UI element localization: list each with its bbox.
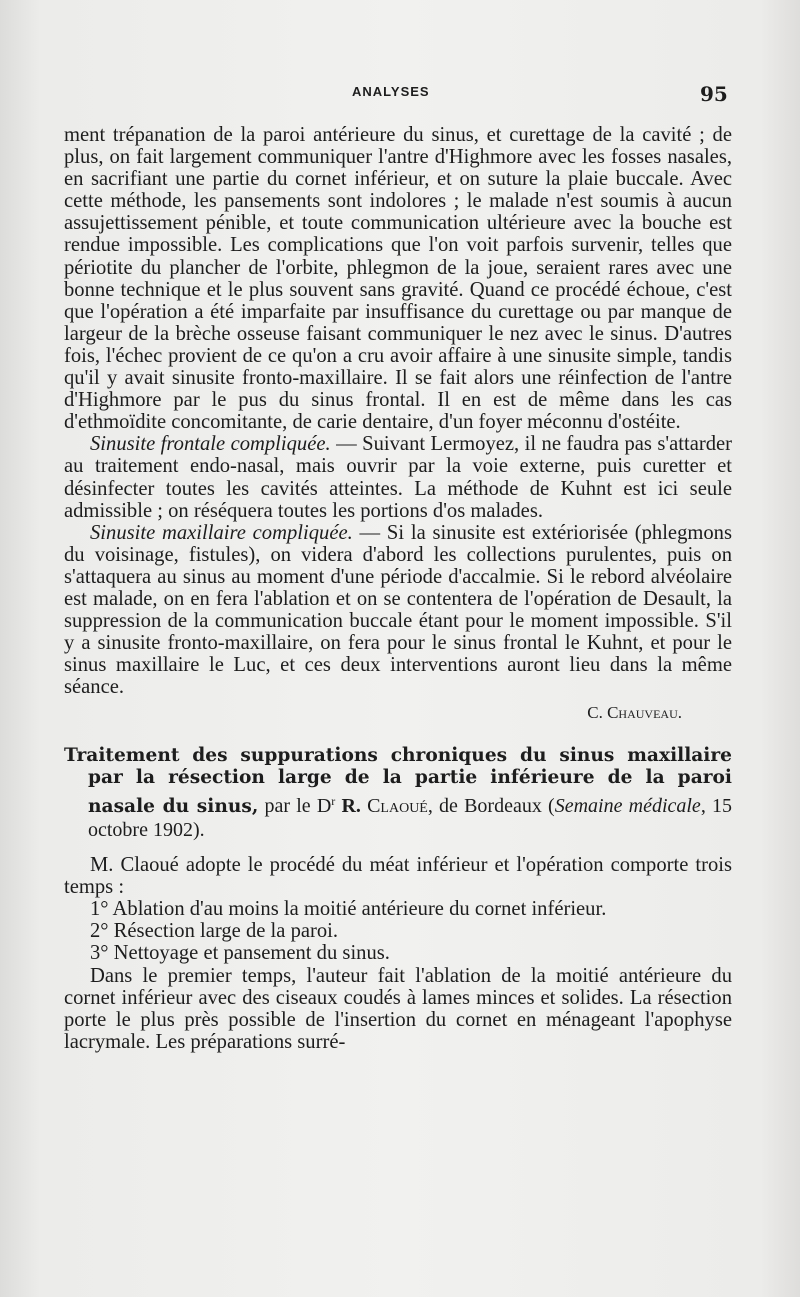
subheading-frontal: Sinusite frontale compliquée. [90, 433, 331, 456]
journal-date: , 15 octobre 1902). [88, 794, 732, 841]
author-name: Claoué [367, 794, 428, 817]
step-item: 3° Nettoyage et pansement du sinus. [90, 942, 390, 965]
subheading-maxillary: Sinusite maxillaire compliquée. [90, 521, 353, 544]
author-initial: R. [335, 794, 368, 817]
paragraph-maxillary-sinusitis [64, 522, 732, 699]
article-last-paragraph: Dans le premier temps, l'auteur fait l'ablation de la moitié antérieure du cornet inférieur avec des ciseaux coudés à lames minces et solides. La résection porte le plus près possible de l'insertion du cornet en ménageant l'apophyse lacrymale. Les préparations surré- [64, 964, 732, 1053]
page-number: 95 [700, 82, 728, 106]
paragraph-frontal-sinusitis [64, 433, 732, 521]
article-title-bold: Traitement des suppurations chroniques du sinus maxillaire par la résection large de la partie inférieure de la paroi nasale du sinus, [64, 744, 732, 817]
paragraph-maxillary-text: — Si la sinusite est extériorisée (phlegmons du voisinage, fistules), on videra d'abord les collections purulentes, puis on s'attaquera au sinus au moment d'une période d'accalmie. Si le rebord alvéolaire est malade, on en fera l'ablation et on se contentera de l'opération de Desault, la suppression de la communication buccale étant pour le moment impossible. S'il y a sinusite fronto-maxillaire, on fera pour le sinus frontal le Kuhnt, et pour le sinus maxillaire le Luc, et ces deux interventions auront lieu dans la même séance. [64, 521, 732, 699]
journal-name: Semaine médicale [554, 794, 701, 817]
article-title-by: par le D [258, 794, 332, 817]
running-title: ANALYSES [352, 84, 430, 99]
article-intro: M. Claoué adopte le procédé du méat inférieur et l'opération comporte trois temps : [64, 854, 732, 899]
page-header [0, 82, 800, 106]
author-place: , de Bordeaux ( [427, 794, 555, 817]
signature: C. Chauveau. [587, 703, 682, 723]
article-title-sup: r [331, 793, 336, 808]
paragraph-continuation: ment trépanation de la paroi antérieure du sinus, et curettage de la cavité ; de plus, on fait largement communiquer l'antre d'Highmore avec les fosses nasales, en sacrifiant une partie du cornet inférieur, et on suture la plaie buccale. Avec cette méthode, les pansements sont indolores ; le malade n'est soumis à aucun assujettissement pénible, et toute communication ultérieure avec la bouche est rendue impossible. Les complications que l'on voit parfois survenir, telles que périotite du plancher de l'orbite, phlegmon de la joue, seraient rares avec une bonne technique et le plus souvent sans gravité. Quand ce procédé échoue, c'est que l'opération a été imparfaite par insuffisance du curettage ou par manque de largeur de la brèche osseuse faisant communiquer le nez avec le sinus. D'autres fois, l'échec provient de ce qu'on a cru avoir affaire à une sinusite simple, tandis qu'il y avait sinusite fronto-maxillaire. Il se fait alors une réinfection de l'antre d'Highmore par le pus du sinus frontal. Il en est de même dans les cas d'ethmoïdite concomitante, de carie dentaire, d'un foyer méconnu d'ostéite. [64, 124, 732, 434]
step-item: 2° Résection large de la paroi. [90, 920, 339, 943]
page-body [64, 124, 732, 1053]
article-title [64, 745, 732, 843]
paragraph-frontal-text: — Suivant Lermoyez, il ne faudra pas s'attarder au traitement endo-nasal, mais ouvrir par la voie externe, puis curetter et désinfecter toutes les cavités atteintes. La méthode de Kuhnt est ici seule admissible ; on réséquera toutes les portions d'os malades. [64, 433, 732, 522]
step-item: 1° Ablation d'au moins la moitié antérieure du cornet inférieur. [90, 898, 607, 921]
